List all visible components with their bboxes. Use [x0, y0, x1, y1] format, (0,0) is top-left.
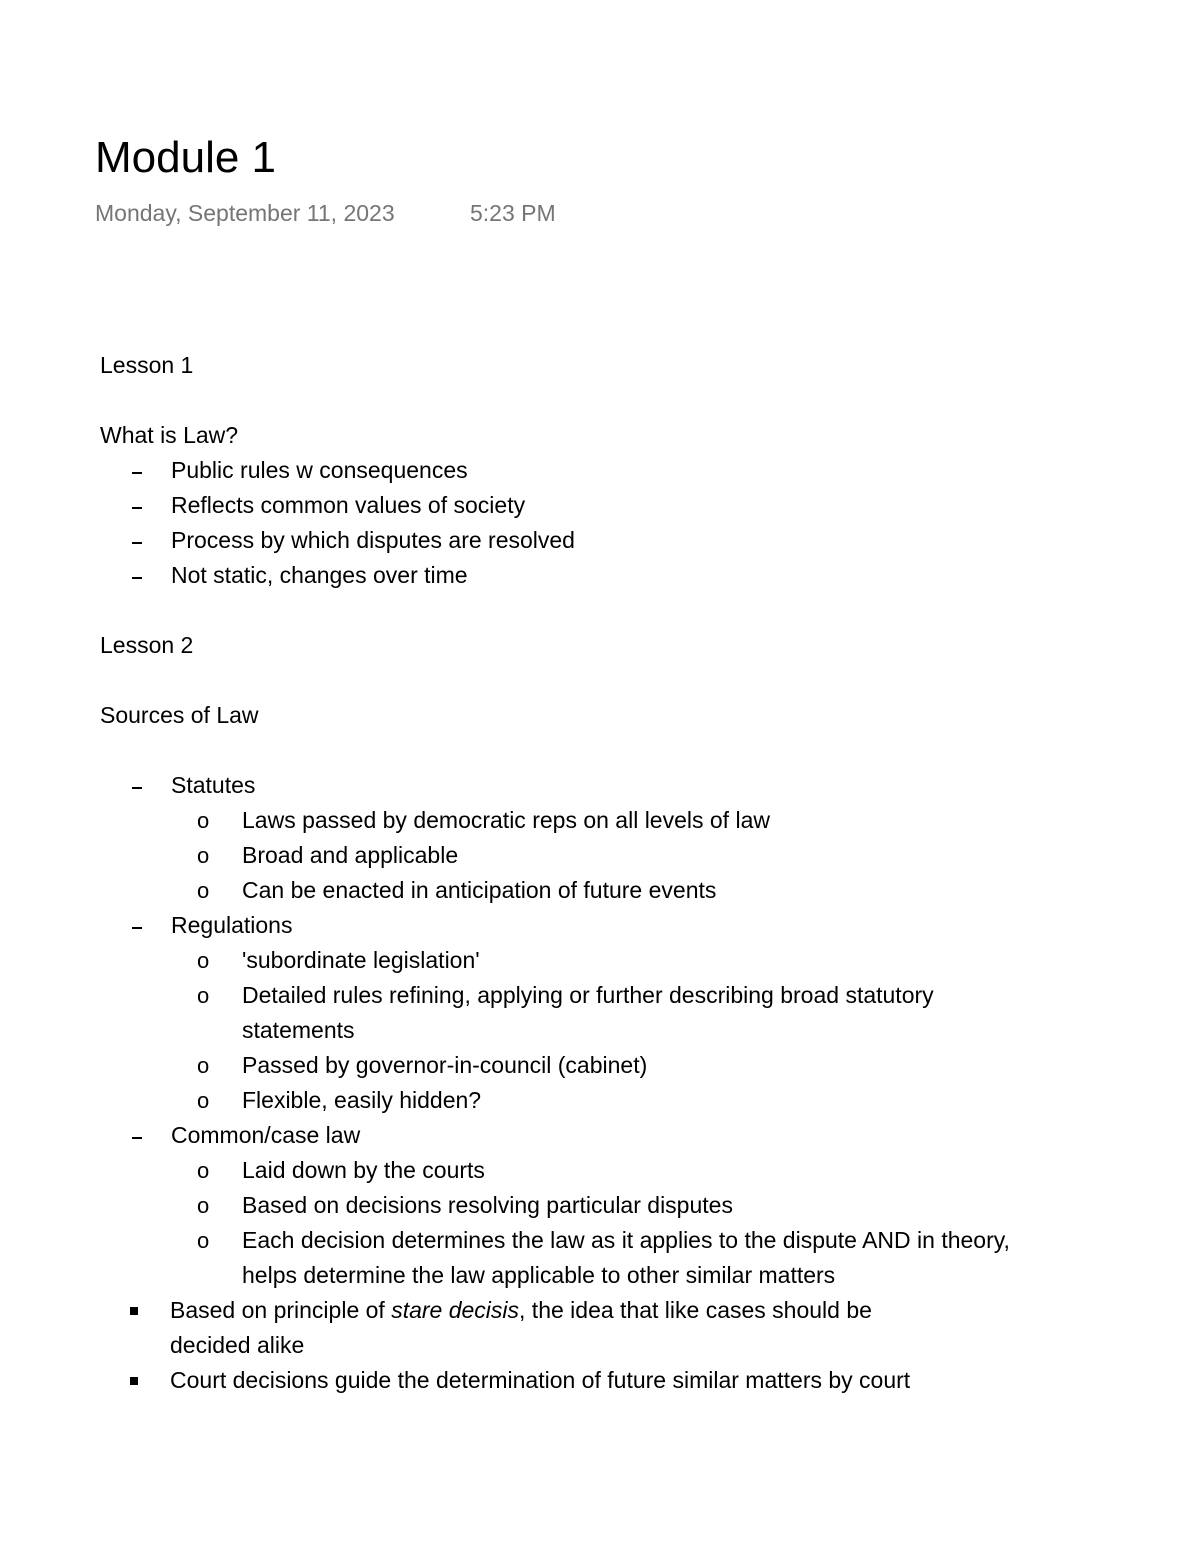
list-item: o Passed by governor-in-council (cabinet) [100, 1048, 1100, 1083]
list-item: o Flexible, easily hidden? [100, 1083, 1100, 1118]
stare-decisis-sublist [0, 1293, 1100, 1398]
list-item: o Broad and applicable [100, 838, 1100, 873]
sources-of-law-list [100, 768, 1100, 1398]
list-item: Public rules w consequences [100, 453, 1100, 488]
list-item: o 'subordinate legislation' [100, 943, 1100, 978]
list-item: Reflects common values of society [100, 488, 1100, 523]
stare-decisis-term: stare decisis [391, 1297, 520, 1323]
note-time: 5:23 PM [470, 200, 556, 226]
common-law-sublist [100, 1153, 1100, 1398]
lesson-1-heading: Lesson 1 [100, 352, 194, 378]
page-title: Module 1 [95, 133, 277, 182]
list-item: Court decisions guide the determination of future similar matters by court [0, 1363, 960, 1398]
square-bullet-icon [130, 1377, 138, 1385]
dash-bullet-icon [132, 558, 146, 579]
circle-bullet-icon: o [197, 1228, 210, 1253]
dash-bullet-icon [132, 768, 146, 789]
what-is-law-list [100, 453, 1100, 593]
circle-bullet-icon: o [197, 878, 210, 903]
circle-bullet-icon: o [197, 1053, 210, 1078]
list-item: o Can be enacted in anticipation of future events [100, 873, 1100, 908]
dash-bullet-icon [132, 453, 146, 474]
stare-decisis-sublist-wrapper [100, 1293, 1100, 1398]
statutes-sublist-wrapper [100, 803, 1100, 908]
circle-bullet-icon: o [197, 1193, 210, 1218]
circle-bullet-icon: o [197, 948, 210, 973]
statutes-sublist [100, 803, 1100, 908]
list-item-regulations: Regulations [100, 908, 1100, 943]
list-item: o Laid down by the courts [100, 1153, 1100, 1188]
circle-bullet-icon: o [197, 1088, 210, 1113]
regulations-sublist-wrapper [100, 943, 1100, 1118]
lesson-2-heading: Lesson 2 [100, 632, 194, 658]
circle-bullet-icon: o [197, 808, 210, 833]
circle-bullet-icon: o [197, 843, 210, 868]
regulations-sublist [100, 943, 1100, 1118]
dash-bullet-icon [132, 488, 146, 509]
what-is-law-heading: What is Law? [100, 422, 239, 448]
list-item [0, 1293, 940, 1363]
circle-bullet-icon: o [197, 983, 210, 1008]
square-bullet-icon [130, 1307, 138, 1315]
list-item: o Based on decisions resolving particular disputes [100, 1188, 1100, 1223]
common-law-sublist-wrapper [100, 1153, 1100, 1398]
sources-of-law-heading: Sources of Law [100, 702, 259, 728]
dash-bullet-icon [132, 908, 146, 929]
list-item: Not static, changes over time [100, 558, 1100, 593]
list-item: Process by which disputes are resolved [100, 523, 1100, 558]
note-body [100, 348, 1100, 1398]
list-item-common-law: Common/case law [100, 1118, 1100, 1153]
note-date: Monday, September 11, 2023 [95, 200, 395, 226]
dash-bullet-icon [132, 1118, 146, 1139]
circle-bullet-icon: o [197, 1158, 210, 1183]
list-item-statutes: Statutes [100, 768, 1100, 803]
list-item: o Each decision determines the law as it applies to the dispute AND in theory, helps determine the law applicable to other similar matters [100, 1223, 1042, 1293]
stare-decisis-text: Based on principle of stare decisis, the idea that like cases should be decided alike [170, 1297, 872, 1358]
list-item: o Laws passed by democratic reps on all levels of law [100, 803, 1100, 838]
dash-bullet-icon [132, 523, 146, 544]
list-item: o Detailed rules refining, applying or further describing broad statutory statements [100, 978, 1052, 1048]
